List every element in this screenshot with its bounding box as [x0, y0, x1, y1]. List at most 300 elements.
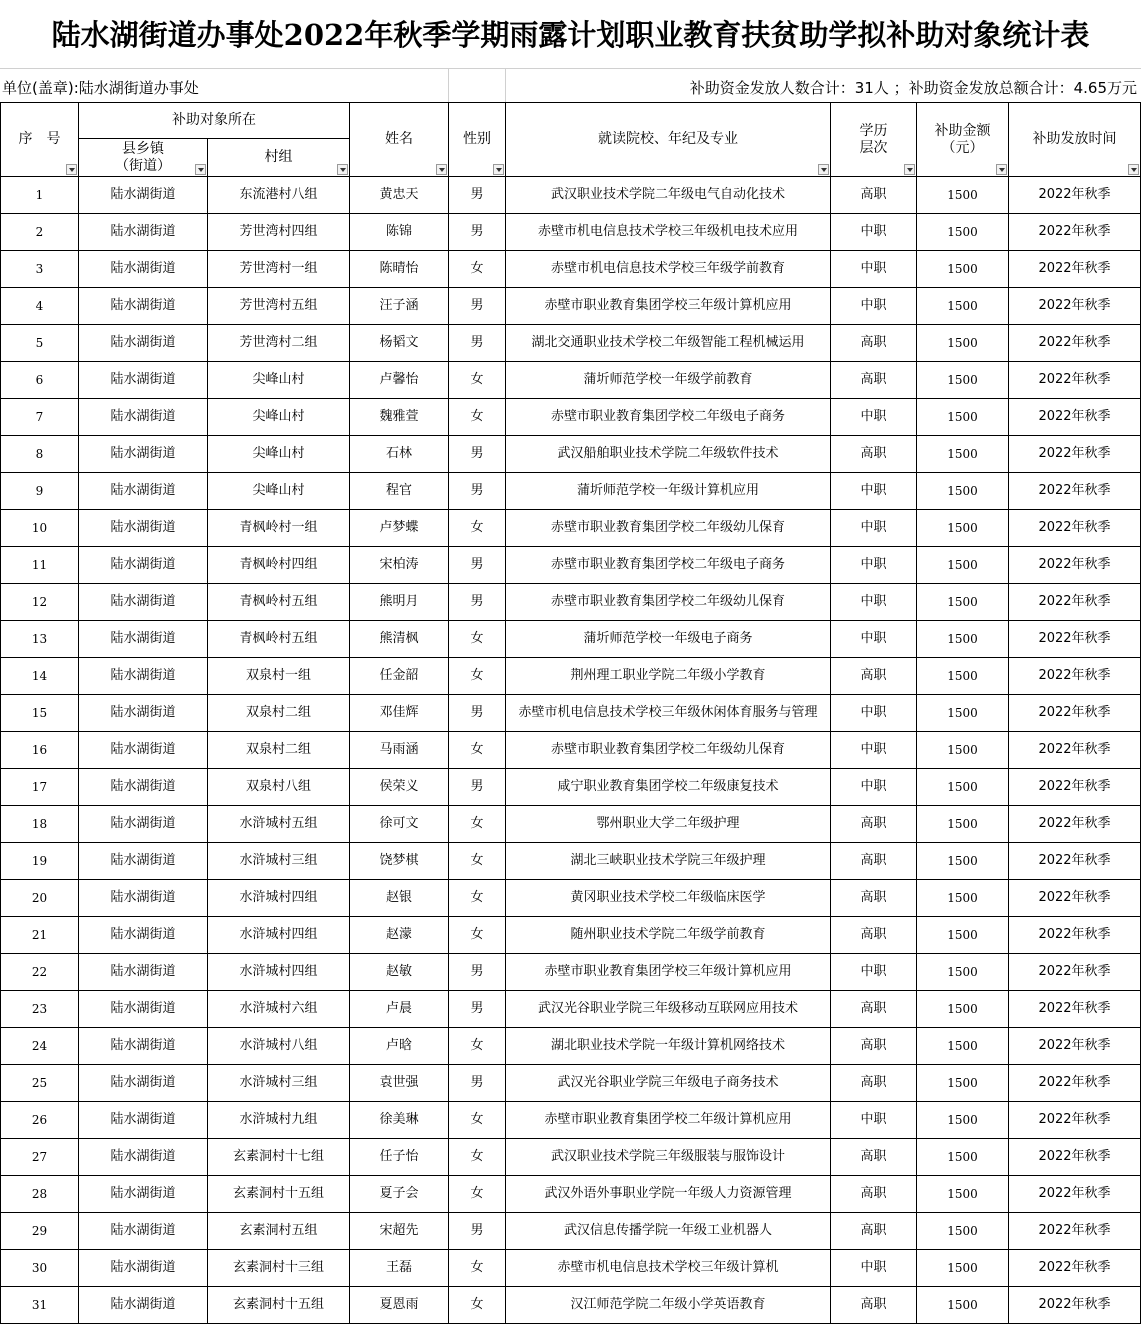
table-row [1, 1287, 1141, 1324]
cell-school: 蒲圻师范学校一年级电子商务 [506, 621, 831, 658]
cell-level: 中职 [831, 214, 917, 251]
cell-name: 邓佳辉 [350, 695, 449, 732]
cell-level: 高职 [831, 177, 917, 214]
cell-time: 2022年秋季 [1009, 1287, 1141, 1324]
cell-level: 高职 [831, 991, 917, 1028]
table-row [1, 732, 1141, 769]
cell-level: 中职 [831, 584, 917, 621]
cell-time: 2022年秋季 [1009, 1028, 1141, 1065]
cell-town: 陆水湖街道 [79, 1102, 208, 1139]
cell-name: 卢晗 [350, 1028, 449, 1065]
cell-gender: 女 [449, 1287, 506, 1324]
cell-name: 夏恩雨 [350, 1287, 449, 1324]
cell-town: 陆水湖街道 [79, 584, 208, 621]
filter-dropdown-icon[interactable] [493, 164, 504, 175]
cell-level: 高职 [831, 436, 917, 473]
cell-village: 芳世湾村五组 [208, 288, 350, 325]
cell-school: 赤壁市职业教育集团学校三年级计算机应用 [506, 288, 831, 325]
cell-village: 水浒城村四组 [208, 954, 350, 991]
cell-amount: 1500 [917, 880, 1009, 917]
cell-level: 高职 [831, 325, 917, 362]
cell-seq: 15 [1, 695, 79, 732]
cell-amount: 1500 [917, 991, 1009, 1028]
cell-gender: 女 [449, 658, 506, 695]
cell-time: 2022年秋季 [1009, 880, 1141, 917]
table-row [1, 473, 1141, 510]
table-row [1, 214, 1141, 251]
cell-name: 饶梦棋 [350, 843, 449, 880]
header-time: 补助发放时间 [1009, 103, 1141, 177]
cell-level: 高职 [831, 362, 917, 399]
filter-dropdown-icon[interactable] [337, 164, 348, 175]
table-row [1, 547, 1141, 584]
cell-gender: 男 [449, 954, 506, 991]
cell-seq: 2 [1, 214, 79, 251]
cell-amount: 1500 [917, 1176, 1009, 1213]
divider [448, 69, 449, 103]
cell-amount: 1500 [917, 658, 1009, 695]
cell-gender: 女 [449, 806, 506, 843]
cell-town: 陆水湖街道 [79, 621, 208, 658]
cell-gender: 男 [449, 1213, 506, 1250]
cell-village: 尖峰山村 [208, 473, 350, 510]
cell-school: 武汉光谷职业学院三年级移动互联网应用技术 [506, 991, 831, 1028]
cell-level: 中职 [831, 1250, 917, 1287]
header-gender: 性别 [449, 103, 506, 177]
cell-village: 玄素洞村十三组 [208, 1250, 350, 1287]
header-village: 村组 [208, 139, 350, 177]
table-row [1, 1065, 1141, 1102]
cell-time: 2022年秋季 [1009, 1102, 1141, 1139]
cell-school: 赤壁市职业教育集团学校二年级电子商务 [506, 547, 831, 584]
cell-village: 水浒城村九组 [208, 1102, 350, 1139]
cell-level: 中职 [831, 732, 917, 769]
table-row [1, 1028, 1141, 1065]
table-row [1, 806, 1141, 843]
cell-level: 中职 [831, 251, 917, 288]
cell-seq: 29 [1, 1213, 79, 1250]
cell-village: 青枫岭村一组 [208, 510, 350, 547]
cell-level: 高职 [831, 806, 917, 843]
cell-school: 湖北三峡职业技术学院三年级护理 [506, 843, 831, 880]
cell-level: 高职 [831, 1028, 917, 1065]
cell-seq: 13 [1, 621, 79, 658]
cell-gender: 男 [449, 584, 506, 621]
cell-time: 2022年秋季 [1009, 399, 1141, 436]
cell-amount: 1500 [917, 1213, 1009, 1250]
table-row [1, 584, 1141, 621]
page-title: 陆水湖街道办事处2022年秋季学期雨露计划职业教育扶贫助学拟补助对象统计表 [51, 17, 1090, 52]
cell-school: 赤壁市职业教育集团学校二年级计算机应用 [506, 1102, 831, 1139]
cell-time: 2022年秋季 [1009, 325, 1141, 362]
cell-name: 王磊 [350, 1250, 449, 1287]
cell-village: 芳世湾村一组 [208, 251, 350, 288]
cell-gender: 男 [449, 769, 506, 806]
cell-seq: 25 [1, 1065, 79, 1102]
filter-dropdown-icon[interactable] [436, 164, 447, 175]
table-row [1, 954, 1141, 991]
cell-school: 武汉信息传播学院一年级工业机器人 [506, 1213, 831, 1250]
cell-gender: 男 [449, 288, 506, 325]
cell-amount: 1500 [917, 399, 1009, 436]
cell-amount: 1500 [917, 1139, 1009, 1176]
cell-amount: 1500 [917, 584, 1009, 621]
cell-village: 双泉村二组 [208, 695, 350, 732]
cell-gender: 男 [449, 695, 506, 732]
table-row [1, 288, 1141, 325]
cell-time: 2022年秋季 [1009, 177, 1141, 214]
cell-time: 2022年秋季 [1009, 1213, 1141, 1250]
cell-time: 2022年秋季 [1009, 1139, 1141, 1176]
cell-amount: 1500 [917, 806, 1009, 843]
cell-school: 赤壁市职业教育集团学校二年级幼儿保育 [506, 510, 831, 547]
cell-village: 尖峰山村 [208, 399, 350, 436]
cell-town: 陆水湖街道 [79, 1065, 208, 1102]
cell-level: 中职 [831, 288, 917, 325]
cell-amount: 1500 [917, 510, 1009, 547]
header-school: 就读院校、年纪及专业 [506, 103, 831, 177]
cell-time: 2022年秋季 [1009, 473, 1141, 510]
cell-name: 卢梦蝶 [350, 510, 449, 547]
cell-gender: 女 [449, 843, 506, 880]
filter-dropdown-icon[interactable] [818, 164, 829, 175]
cell-level: 高职 [831, 1139, 917, 1176]
cell-amount: 1500 [917, 1250, 1009, 1287]
cell-gender: 男 [449, 991, 506, 1028]
cell-seq: 17 [1, 769, 79, 806]
cell-gender: 女 [449, 1102, 506, 1139]
cell-seq: 14 [1, 658, 79, 695]
cell-amount: 1500 [917, 695, 1009, 732]
cell-gender: 女 [449, 732, 506, 769]
table-row [1, 1176, 1141, 1213]
cell-school: 武汉职业技术学院三年级服装与服饰设计 [506, 1139, 831, 1176]
filter-dropdown-icon[interactable] [904, 164, 915, 175]
cell-school: 咸宁职业教育集团学校二年级康复技术 [506, 769, 831, 806]
cell-time: 2022年秋季 [1009, 1065, 1141, 1102]
cell-level: 高职 [831, 917, 917, 954]
cell-school: 湖北交通职业技术学校二年级智能工程机械运用 [506, 325, 831, 362]
cell-level: 高职 [831, 1065, 917, 1102]
cell-village: 芳世湾村二组 [208, 325, 350, 362]
cell-amount: 1500 [917, 473, 1009, 510]
cell-time: 2022年秋季 [1009, 658, 1141, 695]
subsidy-table [0, 102, 1141, 1324]
cell-level: 高职 [831, 1176, 917, 1213]
cell-school: 赤壁市机电信息技术学校三年级计算机 [506, 1250, 831, 1287]
cell-village: 玄素洞村十五组 [208, 1287, 350, 1324]
cell-school: 武汉光谷职业学院三年级电子商务技术 [506, 1065, 831, 1102]
cell-village: 水浒城村三组 [208, 843, 350, 880]
cell-town: 陆水湖街道 [79, 843, 208, 880]
cell-seq: 5 [1, 325, 79, 362]
cell-amount: 1500 [917, 547, 1009, 584]
cell-amount: 1500 [917, 251, 1009, 288]
cell-amount: 1500 [917, 769, 1009, 806]
cell-gender: 女 [449, 621, 506, 658]
cell-seq: 31 [1, 1287, 79, 1324]
cell-school: 武汉外语外事职业学院一年级人力资源管理 [506, 1176, 831, 1213]
cell-amount: 1500 [917, 1065, 1009, 1102]
cell-level: 中职 [831, 510, 917, 547]
cell-village: 双泉村一组 [208, 658, 350, 695]
cell-amount: 1500 [917, 732, 1009, 769]
cell-name: 石林 [350, 436, 449, 473]
cell-name: 魏雅萱 [350, 399, 449, 436]
cell-town: 陆水湖街道 [79, 1139, 208, 1176]
cell-gender: 女 [449, 880, 506, 917]
cell-time: 2022年秋季 [1009, 547, 1141, 584]
cell-level: 中职 [831, 769, 917, 806]
cell-town: 陆水湖街道 [79, 251, 208, 288]
cell-amount: 1500 [917, 214, 1009, 251]
cell-amount: 1500 [917, 843, 1009, 880]
cell-seq: 3 [1, 251, 79, 288]
table-row [1, 1250, 1141, 1287]
cell-amount: 1500 [917, 1287, 1009, 1324]
cell-time: 2022年秋季 [1009, 695, 1141, 732]
cell-level: 中职 [831, 399, 917, 436]
cell-school: 湖北职业技术学院一年级计算机网络技术 [506, 1028, 831, 1065]
cell-time: 2022年秋季 [1009, 251, 1141, 288]
cell-amount: 1500 [917, 1102, 1009, 1139]
cell-town: 陆水湖街道 [79, 288, 208, 325]
cell-time: 2022年秋季 [1009, 288, 1141, 325]
cell-village: 水浒城村四组 [208, 880, 350, 917]
cell-gender: 男 [449, 1065, 506, 1102]
cell-time: 2022年秋季 [1009, 806, 1141, 843]
cell-seq: 28 [1, 1176, 79, 1213]
cell-town: 陆水湖街道 [79, 1176, 208, 1213]
cell-amount: 1500 [917, 362, 1009, 399]
cell-name: 卢馨怡 [350, 362, 449, 399]
cell-seq: 1 [1, 177, 79, 214]
cell-school: 汉江师范学院二年级小学英语教育 [506, 1287, 831, 1324]
cell-village: 玄素洞村五组 [208, 1213, 350, 1250]
cell-seq: 7 [1, 399, 79, 436]
unit-summary-bar [0, 68, 1141, 103]
filter-dropdown-icon[interactable] [66, 164, 77, 175]
cell-time: 2022年秋季 [1009, 917, 1141, 954]
cell-time: 2022年秋季 [1009, 362, 1141, 399]
cell-town: 陆水湖街道 [79, 732, 208, 769]
cell-gender: 女 [449, 1139, 506, 1176]
cell-time: 2022年秋季 [1009, 1250, 1141, 1287]
cell-gender: 女 [449, 917, 506, 954]
cell-gender: 女 [449, 1176, 506, 1213]
cell-seq: 27 [1, 1139, 79, 1176]
filter-dropdown-icon[interactable] [195, 164, 206, 175]
cell-amount: 1500 [917, 1028, 1009, 1065]
cell-village: 水浒城村三组 [208, 1065, 350, 1102]
table-row [1, 695, 1141, 732]
cell-amount: 1500 [917, 954, 1009, 991]
cell-time: 2022年秋季 [1009, 621, 1141, 658]
cell-village: 双泉村二组 [208, 732, 350, 769]
cell-name: 熊清枫 [350, 621, 449, 658]
table-row [1, 769, 1141, 806]
cell-level: 中职 [831, 954, 917, 991]
divider [505, 69, 506, 103]
cell-town: 陆水湖街道 [79, 1287, 208, 1324]
cell-gender: 女 [449, 1028, 506, 1065]
table-row [1, 251, 1141, 288]
header-name: 姓名 [350, 103, 449, 177]
cell-town: 陆水湖街道 [79, 806, 208, 843]
cell-village: 尖峰山村 [208, 436, 350, 473]
cell-town: 陆水湖街道 [79, 399, 208, 436]
cell-town: 陆水湖街道 [79, 1213, 208, 1250]
cell-village: 水浒城村五组 [208, 806, 350, 843]
cell-town: 陆水湖街道 [79, 880, 208, 917]
cell-school: 鄂州职业大学二年级护理 [506, 806, 831, 843]
cell-name: 袁世强 [350, 1065, 449, 1102]
table-row [1, 658, 1141, 695]
cell-name: 黄忠天 [350, 177, 449, 214]
summary-totals: 补助资金发放人数合计：31人 ；补助资金发放总额合计：4.65万元 [689, 79, 1137, 97]
cell-gender: 男 [449, 547, 506, 584]
cell-town: 陆水湖街道 [79, 177, 208, 214]
cell-amount: 1500 [917, 621, 1009, 658]
cell-seq: 24 [1, 1028, 79, 1065]
cell-amount: 1500 [917, 325, 1009, 362]
cell-school: 赤壁市职业教育集团学校二年级幼儿保育 [506, 732, 831, 769]
filter-dropdown-icon[interactable] [996, 164, 1007, 175]
cell-town: 陆水湖街道 [79, 214, 208, 251]
cell-gender: 男 [449, 214, 506, 251]
cell-level: 中职 [831, 473, 917, 510]
cell-time: 2022年秋季 [1009, 732, 1141, 769]
cell-name: 赵银 [350, 880, 449, 917]
cell-town: 陆水湖街道 [79, 1028, 208, 1065]
header-seq: 序 号 [1, 103, 79, 177]
cell-village: 东流港村八组 [208, 177, 350, 214]
cell-time: 2022年秋季 [1009, 843, 1141, 880]
table-row [1, 399, 1141, 436]
cell-gender: 女 [449, 399, 506, 436]
cell-seq: 21 [1, 917, 79, 954]
cell-level: 高职 [831, 1287, 917, 1324]
cell-town: 陆水湖街道 [79, 547, 208, 584]
cell-gender: 女 [449, 1250, 506, 1287]
cell-level: 高职 [831, 658, 917, 695]
table-row [1, 917, 1141, 954]
cell-name: 侯荣义 [350, 769, 449, 806]
cell-name: 汪子涵 [350, 288, 449, 325]
cell-name: 陈晴怡 [350, 251, 449, 288]
header-level: 学历 层次 [831, 103, 917, 177]
cell-town: 陆水湖街道 [79, 695, 208, 732]
cell-town: 陆水湖街道 [79, 510, 208, 547]
cell-school: 赤壁市职业教育集团学校三年级计算机应用 [506, 954, 831, 991]
table-row [1, 1102, 1141, 1139]
cell-name: 宋柏涛 [350, 547, 449, 584]
cell-seq: 8 [1, 436, 79, 473]
table-row [1, 1139, 1141, 1176]
cell-seq: 20 [1, 880, 79, 917]
cell-seq: 23 [1, 991, 79, 1028]
cell-village: 青枫岭村五组 [208, 584, 350, 621]
table-row [1, 362, 1141, 399]
cell-name: 陈锦 [350, 214, 449, 251]
cell-village: 芳世湾村四组 [208, 214, 350, 251]
cell-seq: 22 [1, 954, 79, 991]
cell-seq: 6 [1, 362, 79, 399]
cell-village: 青枫岭村四组 [208, 547, 350, 584]
cell-seq: 26 [1, 1102, 79, 1139]
cell-seq: 19 [1, 843, 79, 880]
cell-village: 水浒城村八组 [208, 1028, 350, 1065]
cell-school: 赤壁市机电信息技术学校三年级休闲体育服务与管理 [506, 695, 831, 732]
table-row [1, 843, 1141, 880]
cell-name: 任子怡 [350, 1139, 449, 1176]
cell-gender: 男 [449, 436, 506, 473]
cell-time: 2022年秋季 [1009, 436, 1141, 473]
cell-level: 中职 [831, 621, 917, 658]
cell-seq: 10 [1, 510, 79, 547]
cell-village: 尖峰山村 [208, 362, 350, 399]
cell-school: 赤壁市职业教育集团学校二年级电子商务 [506, 399, 831, 436]
cell-school: 赤壁市职业教育集团学校二年级幼儿保育 [506, 584, 831, 621]
cell-name: 马雨涵 [350, 732, 449, 769]
cell-town: 陆水湖街道 [79, 362, 208, 399]
cell-level: 高职 [831, 880, 917, 917]
cell-town: 陆水湖街道 [79, 917, 208, 954]
cell-name: 程官 [350, 473, 449, 510]
cell-name: 熊明月 [350, 584, 449, 621]
cell-seq: 9 [1, 473, 79, 510]
table-row [1, 880, 1141, 917]
cell-seq: 11 [1, 547, 79, 584]
filter-dropdown-icon[interactable] [1128, 164, 1139, 175]
table-row [1, 621, 1141, 658]
cell-gender: 女 [449, 510, 506, 547]
cell-time: 2022年秋季 [1009, 584, 1141, 621]
cell-time: 2022年秋季 [1009, 954, 1141, 991]
cell-gender: 男 [449, 473, 506, 510]
cell-amount: 1500 [917, 177, 1009, 214]
cell-seq: 16 [1, 732, 79, 769]
cell-town: 陆水湖街道 [79, 325, 208, 362]
cell-level: 中职 [831, 547, 917, 584]
cell-amount: 1500 [917, 436, 1009, 473]
cell-time: 2022年秋季 [1009, 991, 1141, 1028]
unit-label: 单位(盖章):陆水湖街道办事处 [2, 79, 199, 97]
cell-level: 高职 [831, 1213, 917, 1250]
cell-school: 蒲圻师范学校一年级计算机应用 [506, 473, 831, 510]
cell-level: 高职 [831, 843, 917, 880]
table-row [1, 1213, 1141, 1250]
cell-time: 2022年秋季 [1009, 510, 1141, 547]
cell-village: 玄素洞村十七组 [208, 1139, 350, 1176]
cell-school: 蒲圻师范学校一年级学前教育 [506, 362, 831, 399]
cell-time: 2022年秋季 [1009, 769, 1141, 806]
cell-name: 徐可文 [350, 806, 449, 843]
cell-town: 陆水湖街道 [79, 769, 208, 806]
cell-village: 双泉村八组 [208, 769, 350, 806]
cell-name: 徐美琳 [350, 1102, 449, 1139]
header-town: 县乡镇 （街道） [79, 139, 208, 177]
table-row [1, 510, 1141, 547]
cell-village: 水浒城村四组 [208, 917, 350, 954]
header-amount: 补助金额 （元） [917, 103, 1009, 177]
cell-level: 中职 [831, 695, 917, 732]
cell-name: 任金韶 [350, 658, 449, 695]
cell-gender: 男 [449, 325, 506, 362]
cell-school: 赤壁市机电信息技术学校三年级学前教育 [506, 251, 831, 288]
cell-village: 青枫岭村五组 [208, 621, 350, 658]
cell-name: 卢晨 [350, 991, 449, 1028]
